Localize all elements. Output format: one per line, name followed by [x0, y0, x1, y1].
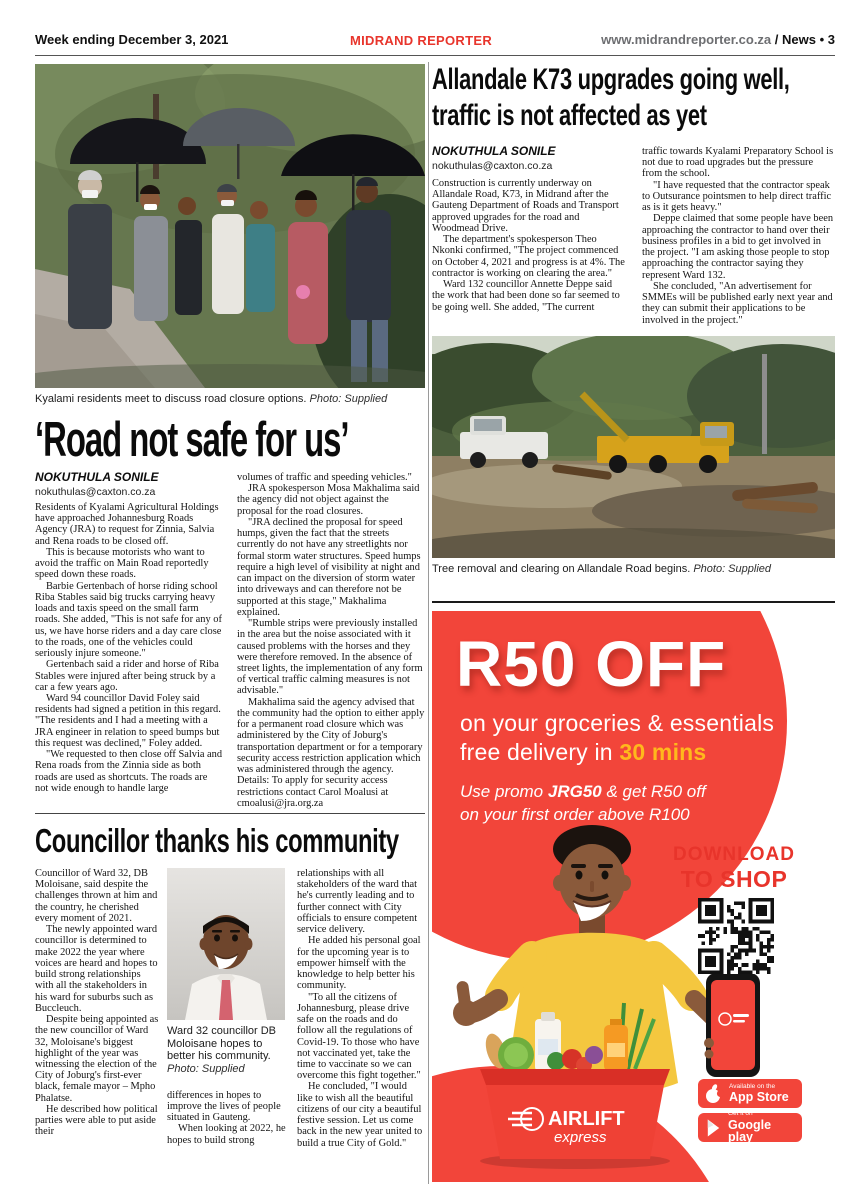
- paragraph: "Rumble strips were previously installed in the area but the noise associated with it caused problems with the horses and they were therefore removed. In the absence of street lights, the implementation of any form of vertical traffic calming measures is not advisable.": [237, 618, 423, 697]
- paragraph: "We requested to then close off Salvia and Rena roads from the Zinnia side as both roads are used as shortcuts. The roads are not wide enough to handle large: [35, 749, 223, 794]
- kyalami-photo-illustration: [35, 64, 425, 388]
- paragraph: Despite being appointed as the new councillor of Ward 32, Moloisane's biggest highlight of the year was witnessing the election of the City of Joburg's first-ever black, female mayor – Mpho Phalatse.: [35, 1014, 159, 1104]
- edition-date: Week ending December 3, 2021: [35, 32, 229, 47]
- qr-code-icon: [698, 898, 774, 974]
- byline-name: NOKUTHULA SONILE: [35, 470, 159, 484]
- paragraph: Ward 94 councillor David Foley said residents had signed a petition in this regard. "The residents and I had a meeting with a JRA engineer in relation to speed bumps but this request was declined," Foley added.: [35, 692, 221, 749]
- airlift-express-advert: [432, 611, 835, 1182]
- ad-promo-line1: [460, 782, 706, 802]
- badge-store-name: App Store: [729, 1090, 789, 1104]
- paragraph: volumes of traffic and speeding vehicles.": [237, 472, 412, 483]
- google-play-badge: [698, 1110, 802, 1145]
- road-article-headline: ‘Road not safe for us’: [35, 413, 349, 467]
- paragraph: Details: To apply for security access restrictions contact Carol Moalusi at cmoalusi@jra.org.za: [237, 775, 389, 809]
- paragraph: The department's spokesperson Theo Nkonki confirmed, "The project commenced on October 4, 2021 and progress is at 4%. The contractor is working on clearing the area.": [432, 234, 625, 279]
- road-article-col1: [35, 502, 223, 813]
- kyalami-photo-caption: [35, 393, 425, 406]
- brand-sub: express: [554, 1129, 607, 1146]
- paragraph: Construction is currently underway on Allandale Road, K73, in Midrand after the Gauteng Department of Roads and Transport approved upgrades for the road and Woodmead Drive.: [432, 178, 619, 234]
- paragraph: differences in hopes to improve the lives of people situated in Gauteng.: [167, 1089, 281, 1124]
- councillor-article-headline: Councillor thanks his community: [35, 822, 399, 859]
- google-play-icon: [704, 1116, 723, 1140]
- councillor-col2: [167, 868, 289, 1185]
- paragraph: "I have requested that the contractor speak to Outsurance pointsmen to help direct traffic as is it gets heavy.": [642, 179, 832, 214]
- councillor-portrait-photo: [167, 868, 285, 1020]
- qr-code: [698, 898, 774, 974]
- allandale-byline: [432, 144, 556, 172]
- byline-email: nokuthulas@caxton.co.za: [432, 160, 553, 172]
- ad-subline-1: on your groceries & essentials: [460, 710, 775, 736]
- photo-credit: Photo: Supplied: [167, 1062, 245, 1075]
- header-site-section: [601, 32, 835, 47]
- ad-subline-2: [460, 739, 706, 766]
- paragraph: "JRA declined the proposal for speed humps, given the fact that the streets currently do not have any streetlights nor formal storm water structures. Speed humps require a high level of visibility at night and can impact on the diversion of storm water into driveways and can therefore not be supported at this stage," Makhalima explained.: [237, 516, 421, 618]
- paragraph: He concluded, "I would like to wish all the beautiful citizens of our city a beautiful festive session. Let us come back in the new year united to build a true City of Gold.": [297, 1081, 423, 1149]
- caption-text: Kyalami residents meet to discuss road closure options.: [35, 393, 307, 405]
- allandale-photo-caption: [432, 563, 835, 576]
- councillor-col3: [297, 868, 425, 1185]
- promo-text: Use promo: [460, 782, 548, 801]
- delivery-time-highlight: 30 mins: [619, 739, 707, 765]
- paragraph: "To all the citizens of Johannesburg, please drive safe on the roads and do follow all the regulations of Covid-19. To those who have not vaccinated yet, take the time to vaccinate so we can overcome this fight together.": [297, 991, 421, 1082]
- apple-icon: [704, 1082, 724, 1106]
- paragraph: Barbie Gertenbach of horse riding school Riba Stables said big trucks carrying heavy loads and taxis speed on the small farm roads. She added, "This is not safe for any of us, we have horse riders and a day care close to the roads, one of the vehicles could seriously injure someone.": [35, 580, 222, 660]
- allandale-headline-line2: traffic is not affected as yet: [432, 99, 707, 132]
- download-to-shop: [660, 844, 808, 893]
- paragraph: This is because motorists who want to avoid the traffic on Main Road reportedly speed down these roads.: [35, 546, 209, 581]
- promo-text: & get R50 off: [601, 782, 706, 801]
- paragraph: Ward 132 councillor Annette Deppe said the work that had been done so far seemed to be going well. She added, "The current: [432, 279, 620, 313]
- badge-small-text: Get it on: [728, 1110, 753, 1118]
- photo-credit: Photo: Supplied: [693, 563, 771, 575]
- column-divider: [428, 62, 429, 1184]
- road-article-byline: [35, 470, 159, 498]
- promo-code: JRG50: [547, 782, 602, 801]
- councillor-col1: [35, 868, 159, 1185]
- paragraph: When looking at 2022, he hopes to build strong: [167, 1123, 286, 1146]
- paragraph: Residents of Kyalami Agricultural Holdings have approached Johannesburg Roads Agency (JRA) to request for Zinnia, Salvia and Rena roads to be closed off.: [35, 502, 219, 547]
- download-text: DOWNLOAD: [673, 844, 795, 865]
- airlift-basket: [480, 1069, 670, 1169]
- byline-name: NOKUTHULA SONILE: [432, 144, 556, 158]
- allandale-headline-line1: Allandale K73 upgrades going well,: [432, 63, 790, 96]
- app-store-badge: [698, 1079, 802, 1108]
- brand-name: AIRLIFT: [548, 1108, 625, 1130]
- allandale-col2: [642, 146, 835, 334]
- section-page: / News • 3: [774, 32, 835, 47]
- site-url: www.midrandreporter.co.za: [601, 32, 772, 47]
- free-delivery-text: free delivery in: [460, 739, 620, 765]
- paragraph: He added his personal goal for the upcoming year is to empower himself with the knowledge to help better his community.: [297, 935, 421, 992]
- section-rule: [35, 813, 425, 814]
- photo-credit: Photo: Supplied: [309, 393, 388, 405]
- allandale-col1: [432, 178, 625, 334]
- ad-promo-line2: on your first order above R100: [460, 805, 690, 824]
- paragraph: traffic towards Kyalami Preparatory School is not due to road upgrades but the pressure from the school.: [642, 146, 834, 180]
- phone-in-hand: [704, 973, 760, 1077]
- paragraph: Councillor of Ward 32, DB Moloisane, said despite the challenges thrown at him and the country, he cherished every moment of 2021.: [35, 868, 158, 924]
- paragraph: Gertenbach said a rider and horse of Riba Stables were injured after being struck by a car a few years ago.: [35, 659, 219, 693]
- caption-text: Ward 32 councillor DB Moloisane hopes to better his community.: [167, 1025, 277, 1063]
- kyalami-meeting-photo: [35, 64, 425, 388]
- councillor-photo-caption: [167, 1025, 289, 1076]
- ad-rule: [432, 601, 835, 603]
- paragraph: Makhalima said the agency advised that the community had the option to either apply for a permanent road closure which was administered by the City of Joburg's transportation department or for a temporary security access restriction application which was administered through the agency.: [237, 696, 425, 776]
- byline-email: nokuthulas@caxton.co.za: [35, 486, 156, 498]
- paragraph: JRA spokesperson Mosa Makhalima said the agency did not object against the proposal for the road closures.: [237, 483, 420, 517]
- caption-text: Tree removal and clearing on Allandale Road begins.: [432, 563, 691, 575]
- paragraph: He described how political parties were able to put aside their: [35, 1103, 158, 1138]
- paragraph: The newly appointed ward councillor is determined to make 2022 the year where voices are heard and hopes to build strong relationships with all the stakeholders in his ward for suburbs such as Buccleuch.: [35, 924, 158, 1014]
- road-article-col2: [237, 472, 425, 813]
- paragraph: relationships with all stakeholders of the ward that he's currently leading and to further connect with City officials to ensure competent service delivery.: [297, 868, 418, 936]
- badge-store-name: Google play: [728, 1117, 772, 1145]
- masthead: MIDRAND REPORTER: [349, 33, 493, 48]
- allandale-photo-illustration: [432, 336, 835, 558]
- allandale-road-photo: [432, 336, 835, 558]
- badge-small-text: Available on the: [729, 1082, 776, 1090]
- to-shop-text: TO SHOP: [680, 866, 788, 892]
- header-rule: [35, 55, 835, 56]
- paragraph: Deppe claimed that some people have been approaching the contractor to hand over their business profiles in a bid to get involved in the project. "I am asking those people to stop approaching the contractor saying they represent Ward 132.: [642, 213, 834, 281]
- paragraph: She concluded, "An advertisement for SMMEs will be published early next year and they can submit their applications to be involved in the project.": [642, 280, 833, 326]
- ad-offer-headline: R50 OFF: [456, 628, 727, 700]
